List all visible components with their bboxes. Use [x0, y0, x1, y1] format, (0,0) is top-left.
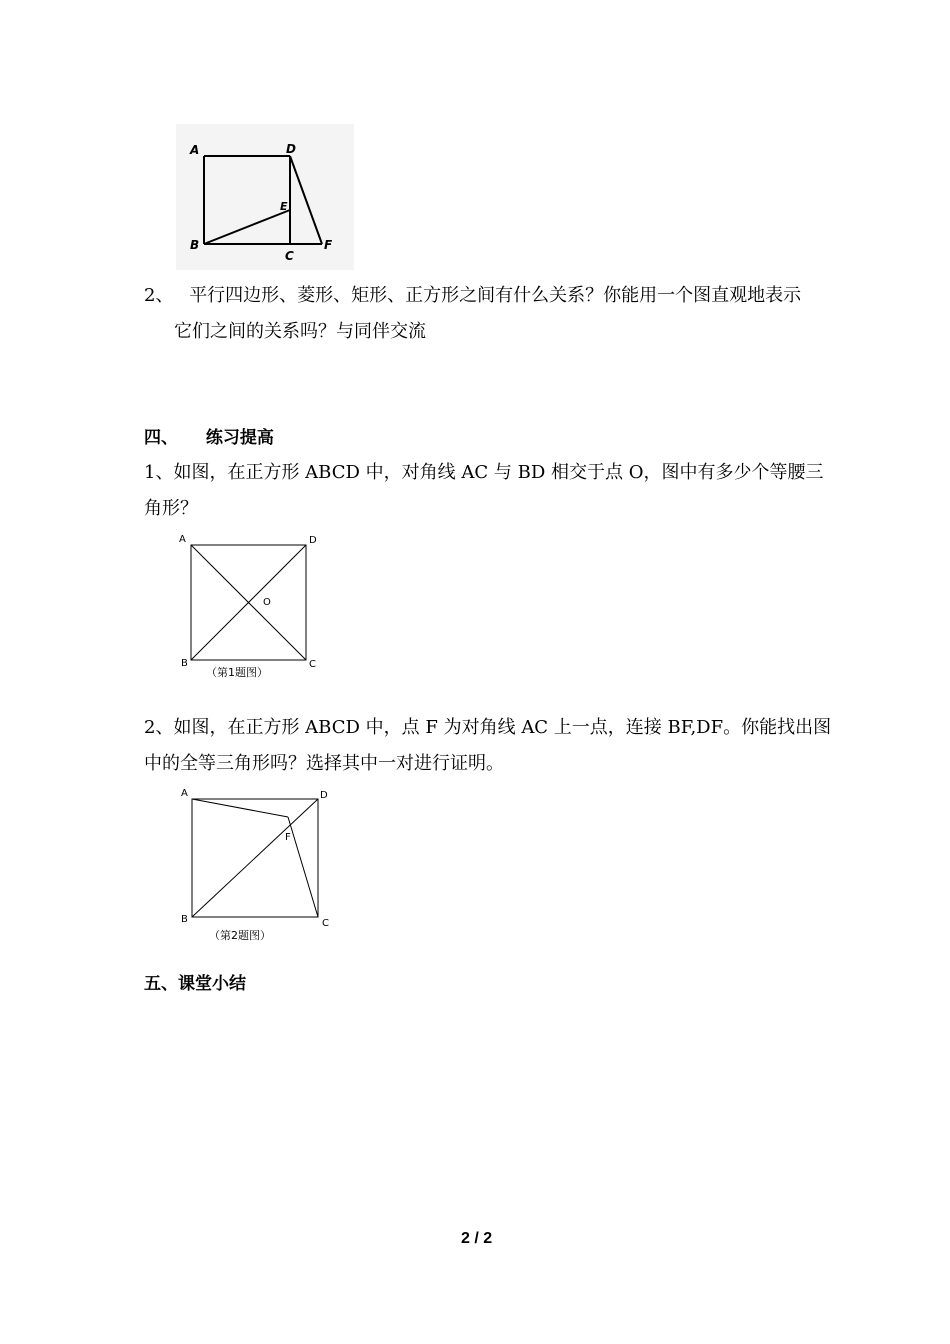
label-c: C [285, 249, 294, 263]
figure-2-square-point-f [176, 784, 334, 944]
label-a: A [190, 143, 200, 157]
exercise-1-line-1: 1、如图，在正方形 ABCD 中，对角线 AC 与 BD 相交于点 O，图中有多少个等腰三 [144, 462, 824, 483]
section-4-title: 练习提高 [205, 428, 274, 448]
fig2-caption: （第2题图） [209, 929, 271, 942]
exercise-2-line-2: 中的全等三角形吗？选择其中一对进行证明。 [144, 753, 504, 774]
section-5-heading: 五、课堂小结 [144, 974, 246, 994]
fig2-label-f: F [285, 832, 291, 843]
fig2-label-a: A [181, 788, 188, 799]
figure-square-with-point-e [176, 124, 354, 270]
fig2-label-d: D [320, 790, 328, 801]
question-2-line-1 [144, 278, 801, 314]
question-2-text: 平行四边形、菱形、矩形、正方形之间有什么关系？你能用一个图直观地表示 [189, 285, 802, 306]
label-e: E [280, 200, 288, 213]
page-number: 2 / 2 [461, 1230, 493, 1247]
fig2-label-b: B [181, 914, 188, 925]
fig1-caption: （第1题图） [206, 666, 268, 679]
figure-1-square-diagonals [176, 530, 326, 684]
exercise-1-line-2: 角形？ [144, 498, 198, 519]
section-4-heading [144, 420, 274, 456]
section-4-number: 四、 [144, 428, 178, 448]
label-f: F [324, 238, 333, 252]
exercise-2-line-1: 2、如图，在正方形 ABCD 中，点 F 为对角线 AC 上一点，连接 BF,DF。你能找出图 [144, 717, 832, 738]
fig2-label-c: C [322, 918, 329, 929]
label-d: D [286, 142, 296, 156]
fig1-label-b: B [181, 658, 188, 669]
fig1-label-o: O [263, 597, 271, 608]
fig1-label-a: A [179, 534, 186, 545]
fig1-label-c: C [309, 659, 316, 670]
fig1-label-d: D [309, 535, 317, 546]
label-b: B [190, 238, 200, 252]
question-2-number: 2、 [144, 285, 174, 306]
question-2-line-2: 它们之间的关系吗？与同伴交流 [174, 321, 426, 342]
